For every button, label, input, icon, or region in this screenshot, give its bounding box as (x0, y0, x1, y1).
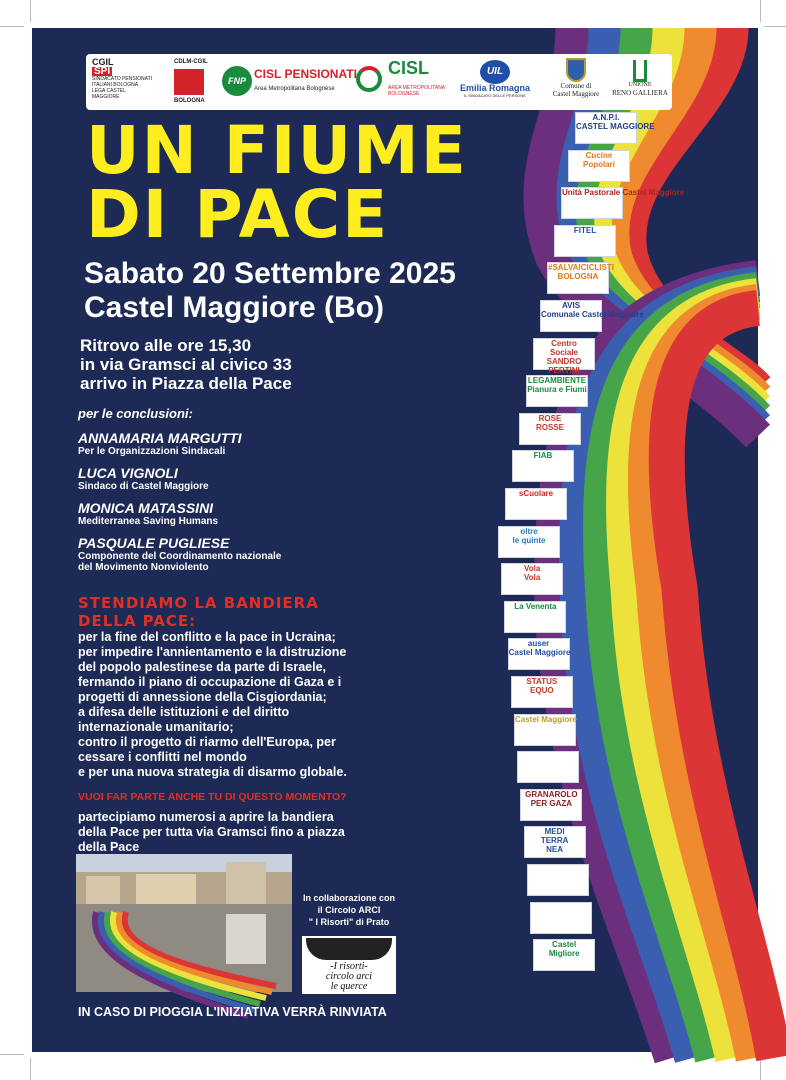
sponsor-logo-line: AVIS (561, 301, 581, 310)
sponsor-logo-line: CASTEL MAGGIORE (576, 122, 655, 131)
sponsor-logo-line: GRANAROLO (525, 789, 578, 799)
sponsor-logo (533, 338, 595, 375)
sponsor-logo-line: Pianura e Fiumi (527, 385, 587, 395)
participate-text (78, 810, 345, 855)
event-date: Sabato 20 Settembre 2025 (84, 257, 456, 290)
sponsor-logo (561, 187, 685, 219)
sponsor-logo (533, 939, 595, 971)
sponsor-logo-line: auser (527, 639, 550, 649)
poster (32, 28, 758, 1052)
banner-heading-line: STENDIAMO LA BANDIERA (78, 594, 319, 612)
reason-line: fermando il piano di occupazione di Gaza e i (78, 675, 342, 689)
sponsor-logo-line: ROSE (538, 413, 562, 423)
sponsor-logo-line: PER GAZA (530, 798, 573, 808)
risorti-logo-line: le querce (330, 981, 368, 992)
speaker-role: Componente del Coordinamento nazionale (78, 551, 282, 562)
organizers-logo-bar (86, 54, 672, 110)
meeting-info (80, 336, 292, 393)
risorti-logo (302, 936, 396, 994)
conclusions-label: per le conclusioni: (78, 406, 193, 421)
speaker-role: Mediterranea Saving Humans (78, 516, 219, 527)
speaker-role: del Movimento Nonviolento (78, 562, 209, 573)
sponsor-logo (501, 563, 563, 595)
sponsor-logo-line: PERTINI (548, 365, 580, 375)
cdlm-cgil-logo: CDLM-CGIL BOLOGNA (174, 59, 208, 104)
piazza-rainbow-flag-photo (76, 854, 292, 992)
collaboration-note (294, 892, 404, 928)
sponsor-logo (504, 601, 566, 633)
sponsor-logo (508, 638, 570, 670)
call-to-action-question: VUOI FAR PARTE ANCHE TU DI QUESTO MOMENTO? (78, 791, 347, 803)
banner-heading (78, 594, 319, 630)
sponsor-logo-line: ROSSE (535, 422, 564, 432)
speaker (78, 535, 281, 573)
sponsor-logo-line: FITEL (573, 225, 597, 235)
sponsor-logo (519, 413, 581, 445)
sponsor-logo (540, 300, 644, 332)
sponsor-logo (530, 902, 592, 934)
sponsor-logo-line: TERRA (540, 836, 569, 846)
reason-line: a difesa delle istituzioni e del diritto (78, 705, 290, 719)
sponsor-logo (524, 826, 586, 858)
sponsor-logo (505, 488, 567, 520)
sponsor-logo-line: Sociale (549, 347, 578, 357)
reason-line: internazionale umanitario; (78, 720, 234, 734)
speaker-name: PASQUALE PUGLIESE (78, 535, 230, 551)
reason-line: progetti di annessione della Cisgiordania; (78, 690, 327, 704)
comune-castel-maggiore-logo: Comune di Castel Maggiore (548, 58, 604, 106)
sponsor-logo-line: FIAB (533, 451, 553, 461)
participate-line: della Pace (78, 840, 140, 854)
sponsor-logo-line: A.N.P.I. (592, 113, 620, 122)
event-place: Castel Maggiore (Bo) (84, 291, 385, 324)
reason-line: e per una nuova strategia di disarmo globale. (78, 765, 347, 779)
cisl-logo: CISL AREA METROPOLITANA BOLOGNESE (356, 58, 448, 106)
event-title-line-2: DI PACE (86, 176, 390, 253)
speaker (78, 430, 242, 457)
reason-line: cessare i conflitti nel mondo (78, 750, 247, 764)
sponsor-logo-line: MEDI (544, 827, 565, 837)
reason-line: per la fine del conflitto e la pace in Ucraina; (78, 630, 336, 644)
sponsor-logo-line: EQUO (530, 686, 554, 695)
sponsor-logo-line: Comunale Castel Maggiore (541, 310, 644, 319)
sponsor-logo-line: SANDRO (546, 356, 582, 366)
sponsor-logo-line: STATUS (526, 677, 558, 686)
sponsor-logo-line: oltre (520, 526, 538, 536)
sponsor-logo-line: Castel Maggiore (515, 714, 577, 724)
sponsor-logo-line: sCuolare (518, 489, 554, 498)
reasons-list (78, 630, 347, 780)
speaker-role: Per le Organizzazioni Sindacali (78, 446, 226, 457)
sponsor-logo (527, 864, 589, 896)
sponsor-logo-line: Popolari (582, 159, 615, 169)
reason-line: contro il progetto di riarmo dell'Europa, per (78, 735, 336, 749)
speaker (78, 465, 209, 492)
sponsor-logo (520, 789, 582, 821)
speaker-role: Sindaco di Castel Maggiore (78, 481, 209, 492)
banner-heading-line: DELLA PACE: (78, 612, 197, 630)
risorti-logo-line: circolo arci (325, 971, 373, 982)
speaker-name: ANNAMARIA MARGUTTI (78, 430, 242, 446)
reason-line: del popolo palestinese da parte di Israele, (78, 660, 326, 674)
fnp-cisl-logo: FNP CISL PENSIONATI Area Metropolitana Bolognese (222, 58, 352, 106)
risorti-logo-line: -I risorti- (330, 961, 368, 972)
rain-notice: IN CASO DI PIOGGIA L'INIZIATIVA VERRÀ RINVIATA (78, 1005, 387, 1019)
speaker-name: MONICA MATASSINI (78, 500, 214, 516)
cgil-spi-logo: CGIL SPI SINDACATO PENSIONATI ITALIANI BOLOGNA LEGA CASTEL MAGGIORE (92, 57, 153, 100)
sponsor-logo-line: Castel (552, 940, 577, 950)
meeting-line: arrivo in Piazza della Pace (80, 374, 292, 393)
sponsor-logo-line: #SALVAICICLISTI (548, 263, 614, 273)
sponsor-logo (514, 714, 576, 746)
participate-line: della Pace per tutta via Gramsci fino a piazza (78, 825, 345, 839)
sponsor-logo (517, 751, 579, 783)
speaker (78, 500, 218, 527)
sponsor-logo-line: Migliore (548, 949, 580, 959)
unione-reno-galliera-logo: UNIONE RENO GALLIERA (612, 58, 668, 106)
collab-line: " I Risorti" di Prato (308, 917, 390, 927)
event-title-line-1: UN FIUME (86, 112, 468, 189)
participate-line: partecipiamo numerosi a aprire la bandiera (78, 810, 334, 824)
sponsor-logo-line: Castel Maggiore (508, 648, 571, 658)
sponsor-logo (568, 150, 630, 182)
collab-line: il Circolo ARCI (317, 905, 381, 915)
sponsor-logo (511, 676, 573, 708)
sponsor-logo (575, 112, 655, 144)
sponsor-logo (512, 450, 574, 482)
sponsor-logo-line: Vola (524, 564, 541, 574)
sponsor-logo-line: LEGAMBIENTE (527, 376, 587, 386)
sponsor-logo-line: NEA (546, 845, 564, 855)
sponsor-logo-line: BOLOGNA (557, 272, 599, 282)
sponsor-logo-line: Unità Pastorale Castel Maggiore (562, 188, 685, 198)
sponsor-logo (547, 262, 614, 294)
sponsor-logo (498, 526, 560, 558)
meeting-line: Ritrovo alle ore 15,30 (80, 336, 252, 355)
sponsor-logo-line: Centro (551, 338, 577, 348)
sponsor-logo-line: Cucine (585, 150, 613, 160)
sponsor-logo (554, 225, 616, 257)
collab-line: In collaborazione con (302, 893, 395, 903)
sponsor-logo (526, 375, 588, 407)
uil-logo: UIL Emilia Romagna IL SINDACATO DELLE PERSONE (454, 58, 536, 106)
sponsor-logo-line: La Venenta (514, 601, 557, 611)
meeting-line: in via Gramsci al civico 33 (80, 355, 292, 374)
sponsor-logo-line: Vola (524, 573, 541, 583)
sponsor-logo-line: le quinte (512, 535, 546, 545)
reason-line: per impedire l'annientamento e la distruzione (78, 645, 347, 659)
speaker-name: LUCA VIGNOLI (78, 465, 178, 481)
